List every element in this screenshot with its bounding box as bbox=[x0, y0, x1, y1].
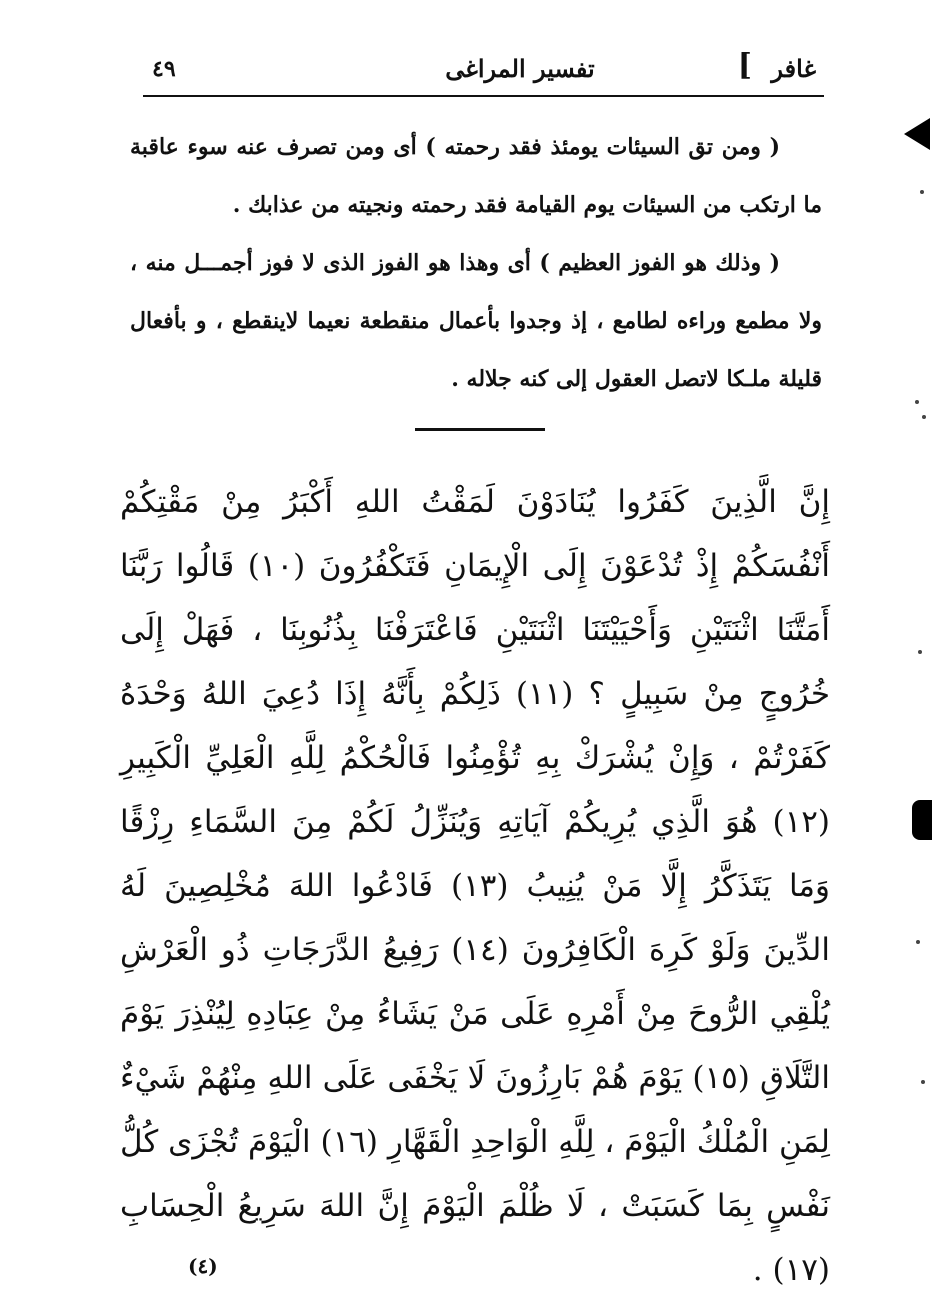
margin-speck bbox=[915, 400, 919, 404]
margin-speck bbox=[921, 1080, 925, 1084]
margin-speck bbox=[922, 415, 926, 419]
margin-arrow-mark bbox=[904, 118, 930, 150]
header-rule bbox=[143, 95, 824, 97]
page-number: ٤٩ bbox=[152, 56, 176, 82]
header-surah-name: غافر bbox=[771, 54, 816, 83]
margin-speck bbox=[916, 940, 920, 944]
section-separator bbox=[415, 428, 545, 431]
header-book-title: تفسير المراغى bbox=[445, 54, 595, 83]
verses-text: إِنَّ الَّذِينَ كَفَرُوا يُنَادَوْنَ لَمَقْتُ اللهِ أَكْبَرُ مِنْ مَقْتِكُمْ أَنْفُسَكُمْ إِذْ تُدْعَوْنَ إِلَى الْإِيمَانِ فَتَكْفُرُونَ (١٠) قَالُوا رَبَّنَا أَمَتَّنَا اثْنَتَيْنِ وَأَحْيَيْتَنَا اثْنَتَيْنِ فَاعْتَرَفْنَا بِذُنُوبِنَا ، فَهَلْ إِلَى خُرُوجٍ مِنْ سَبِيلٍ ؟ (١١) ذَلِكُمْ بِأَنَّهُ إِذَا دُعِيَ اللهُ وَحْدَهُ كَفَرْتُمْ ، وَإِنْ يُشْرَكْ بِهِ تُؤْمِنُوا فَالْحُكْمُ لِلَّهِ الْعَلِيِّ الْكَبِيرِ (١٢) هُوَ الَّذِي يُرِيكُمْ آيَاتِهِ وَيُنَزِّلُ لَكُمْ مِنَ السَّمَاءِ رِزْقًا وَمَا يَتَذَكَّرُ إِلَّا مَنْ يُنِيبُ (١٣) فَادْعُوا اللهَ مُخْلِصِينَ لَهُ الدِّينَ وَلَوْ كَرِهَ الْكَافِرُونَ (١٤) رَفِيعُ الدَّرَجَاتِ ذُو الْعَرْشِ يُلْقِي الرُّوحَ مِنْ أَمْرِهِ عَلَى مَنْ يَشَاءُ مِنْ عِبَادِهِ لِيُنْذِرَ يَوْمَ التَّلَاقِ (١٥) يَوْمَ هُمْ بَارِزُونَ لَا يَخْفَى عَلَى اللهِ مِنْهُمْ شَيْءٌ لِمَنِ الْمُلْكُ الْيَوْمَ ، لِلَّهِ الْوَاحِدِ الْقَهَّارِ (١٦) الْيَوْمَ تُجْزَى كُلُّ نَفْسٍ بِمَا كَسَبَتْ ، لَا ظُلْمَ الْيَوْمَ إِنَّ اللهَ سَرِيعُ الْحِسَابِ (١٧) . bbox=[120, 484, 831, 1288]
commentary-block bbox=[130, 118, 822, 408]
header-bracket: ] bbox=[737, 48, 752, 83]
signature-number: (٤) bbox=[188, 1254, 218, 1278]
quran-verses-block bbox=[120, 470, 830, 1302]
commentary-paragraph: ( ومن تق السيئات يومئذ فقد رحمته ) أى ومن تصرف عنه سوء عاقبة ما ارتكب من السيئات يوم القيامة فقد رحمته ونجيته من عذابك . bbox=[130, 134, 822, 218]
running-header bbox=[150, 48, 820, 92]
margin-speck bbox=[920, 190, 924, 194]
margin-speck bbox=[918, 650, 922, 654]
commentary-paragraph: ( وذلك هو الفوز العظيم ) أى وهذا هو الفوز الذى لا فوز أجمـــل منه ، ولا مطمع وراءه لطامع ، إذ وجدوا بأعمال منقطعة نعيما لاينقطع ، و بأفعال قليلة ملـكا لاتصل العقول إلى كنه جلاله . bbox=[130, 250, 822, 392]
margin-ink-blot bbox=[912, 800, 932, 840]
